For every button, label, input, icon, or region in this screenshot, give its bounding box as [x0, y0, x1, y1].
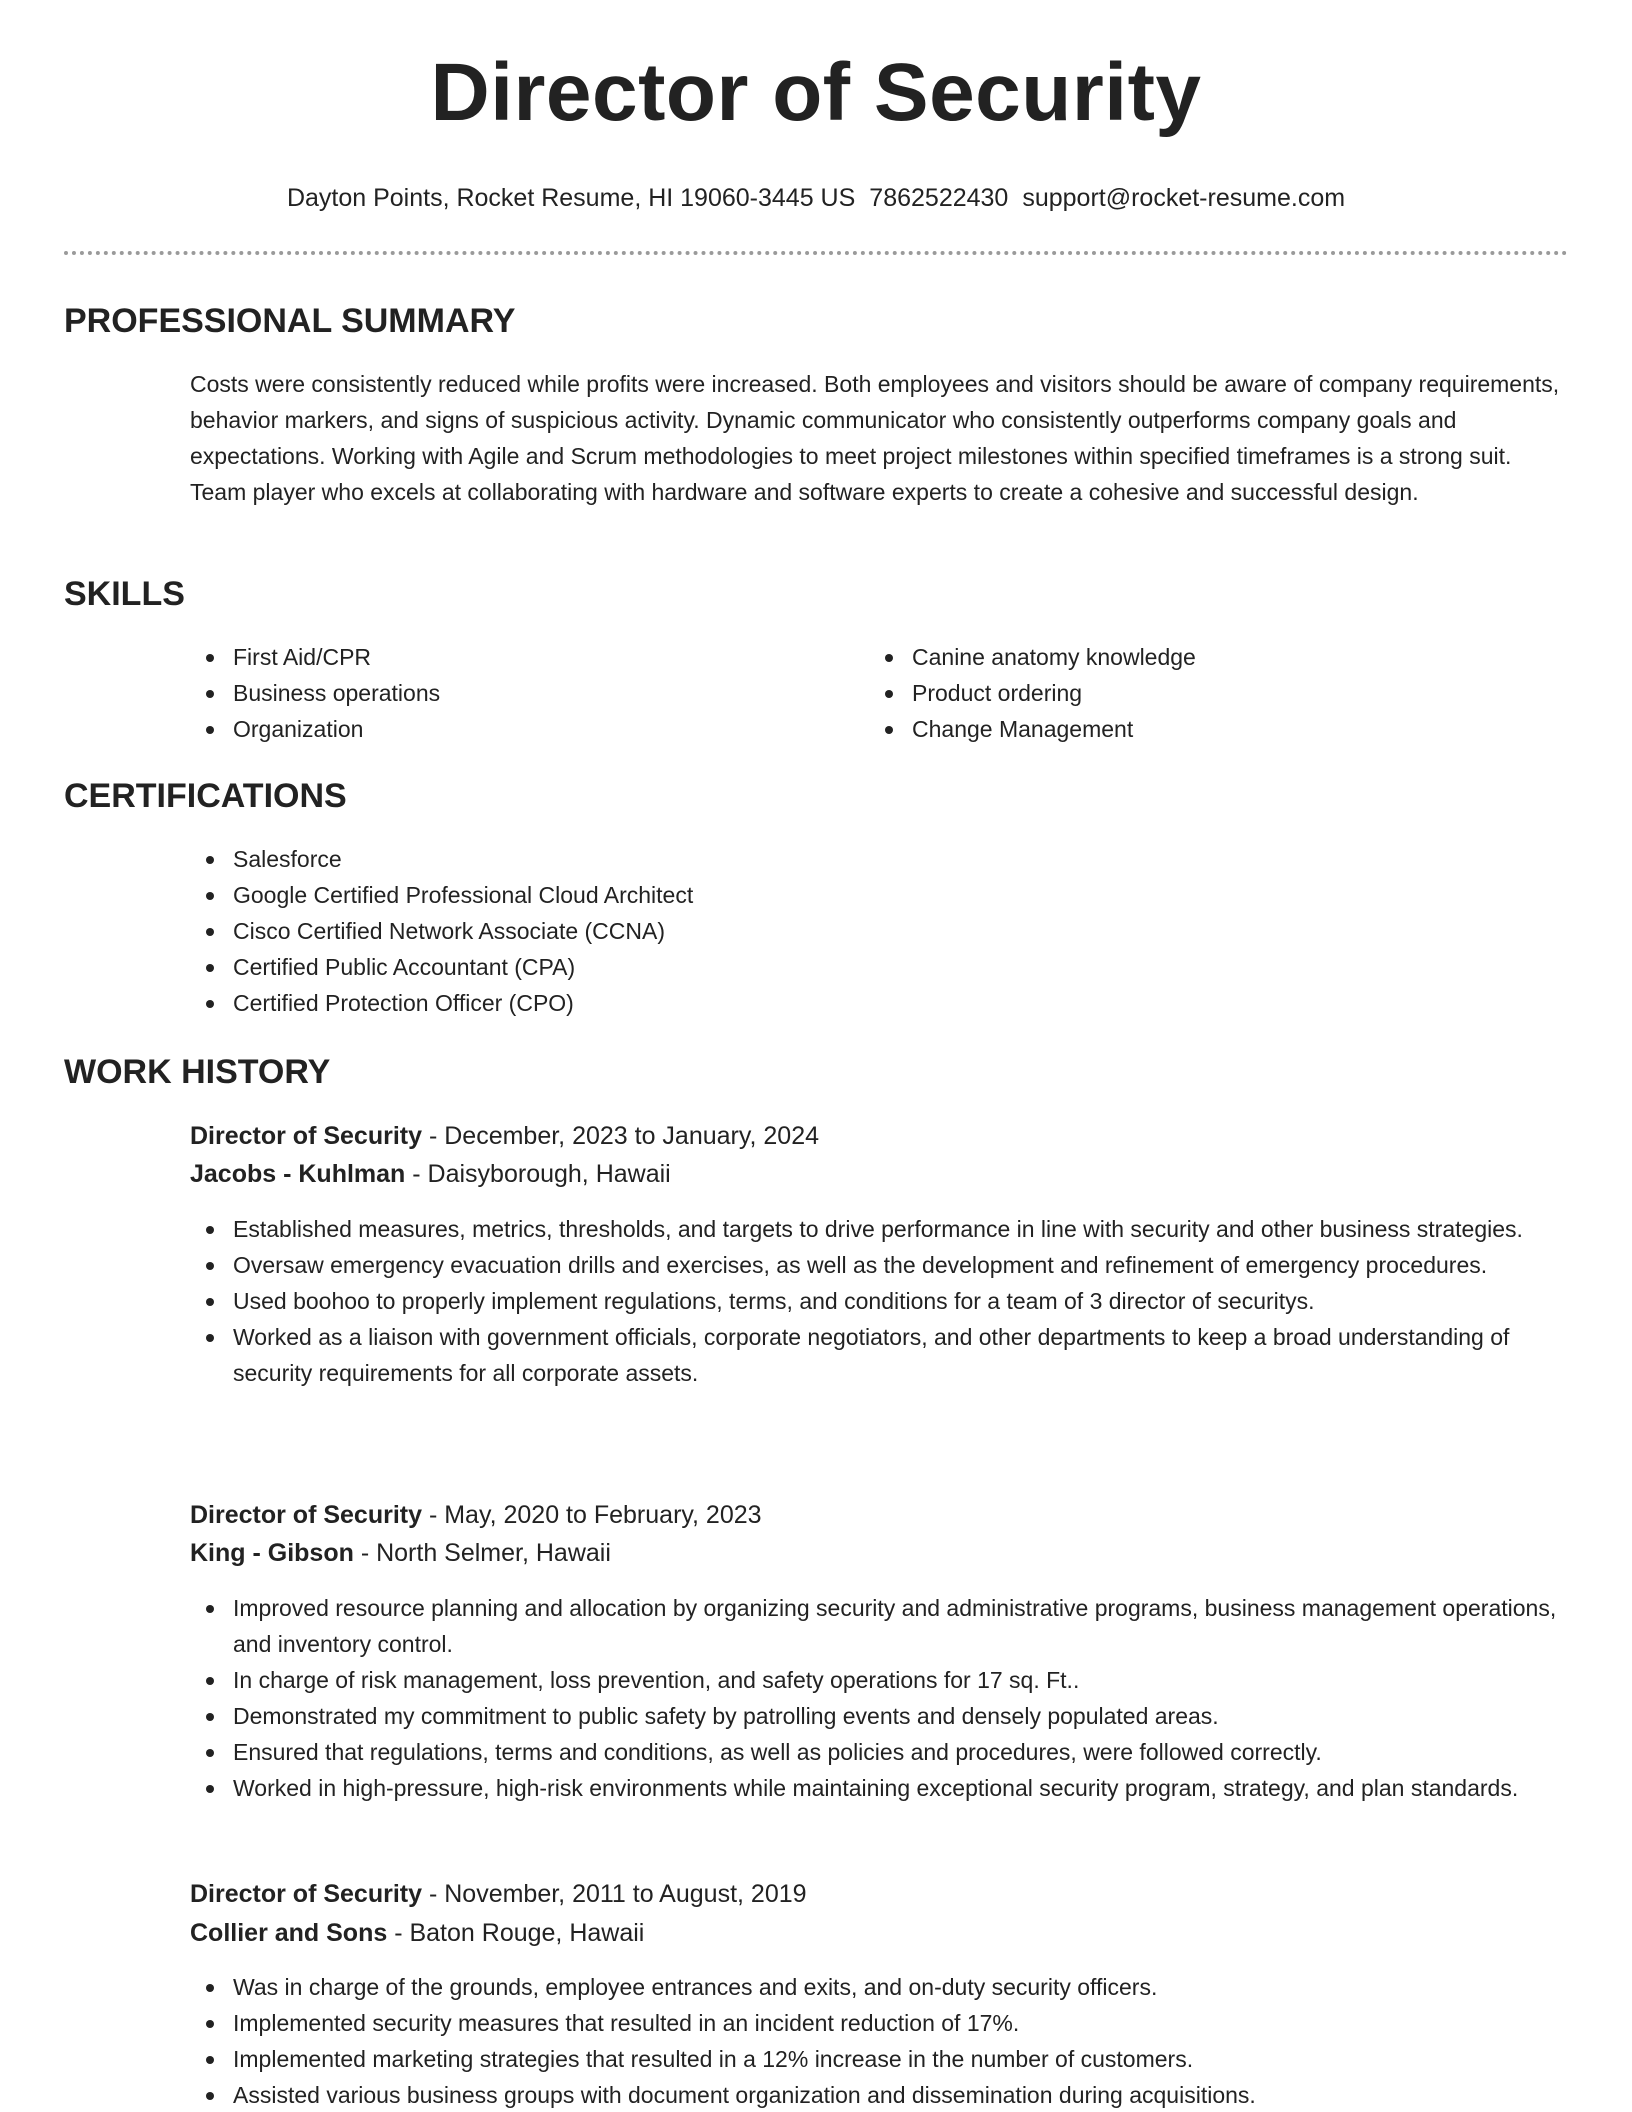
job-bullet: Established measures, metrics, thresholds, and targets to drive performance in line with security and other business strategies. — [190, 1211, 1570, 1247]
skill-item: First Aid/CPR — [190, 639, 850, 675]
job-bullets — [190, 1969, 1570, 2112]
job-bullet: Worked as a liaison with government officials, corporate negotiators, and other departments to keep a broad understanding of security requirements for all corporate assets. — [190, 1319, 1570, 1391]
contact-address: Dayton Points, Rocket Resume, HI 19060-3445 US — [286, 184, 856, 212]
job-role: Director of Security — [190, 1122, 423, 1150]
job-bullets — [190, 1590, 1570, 1806]
skill-item: Product ordering — [869, 675, 1529, 711]
job-company: Collier and Sons — [190, 1919, 388, 1947]
job-bullet: Ensured that regulations, terms and conditions, as well as policies and procedures, were followed correctly. — [190, 1734, 1570, 1770]
job-bullets — [190, 1211, 1570, 1391]
contact-line — [0, 183, 1632, 213]
job-bullet: In charge of risk management, loss prevention, and safety operations for 17 sq. Ft.. — [190, 1662, 1570, 1698]
certifications-heading: CERTIFICATIONS — [64, 777, 347, 815]
certification-item: Google Certified Professional Cloud Architect — [190, 877, 1490, 913]
job-bullet: Demonstrated my commitment to public safety by patrolling events and densely populated areas. — [190, 1698, 1570, 1734]
job-bullet: Implemented security measures that resulted in an incident reduction of 17%. — [190, 2005, 1570, 2041]
job-bullet: Implemented marketing strategies that resulted in a 12% increase in the number of customers. — [190, 2041, 1570, 2077]
skills-heading: SKILLS — [64, 575, 185, 613]
job-location: - North Selmer, Hawaii — [353, 1539, 611, 1567]
job-company-line — [190, 1156, 671, 1192]
skills-list-right — [869, 639, 1529, 747]
skill-item: Business operations — [190, 675, 850, 711]
candidate-title: Director of Security — [430, 47, 1202, 138]
certification-item: Cisco Certified Network Associate (CCNA) — [190, 913, 1490, 949]
job-dates: - May, 2020 to February, 2023 — [422, 1501, 762, 1529]
certification-item: Salesforce — [190, 841, 1490, 877]
job-bullet: Worked in high-pressure, high-risk environments while maintaining exceptional security program, strategy, and plan standards. — [190, 1770, 1570, 1806]
job-bullet: Improved resource planning and allocation by organizing security and administrative programs, business management operations, and inventory control. — [190, 1590, 1570, 1662]
job-title-line — [190, 1497, 762, 1533]
certification-item: Certified Protection Officer (CPO) — [190, 985, 1490, 1021]
job-bullet: Assisted various business groups with document organization and dissemination during acquisitions. — [190, 2077, 1570, 2112]
job-dates: - November, 2011 to August, 2019 — [422, 1880, 807, 1908]
job-bullet: Was in charge of the grounds, employee entrances and exits, and on-duty security officers. — [190, 1969, 1570, 2005]
skill-item: Canine anatomy knowledge — [869, 639, 1529, 675]
job-title-line — [190, 1876, 807, 1912]
work-history-heading: WORK HISTORY — [64, 1053, 331, 1091]
job-location: - Baton Rouge, Hawaii — [387, 1919, 645, 1947]
job-bullet: Used boohoo to properly implement regulations, terms, and conditions for a team of 3 director of securitys. — [190, 1283, 1570, 1319]
contact-email[interactable]: support@rocket-resume.com — [1022, 184, 1346, 212]
summary-heading: PROFESSIONAL SUMMARY — [64, 302, 516, 340]
certification-item: Certified Public Accountant (CPA) — [190, 949, 1490, 985]
contact-phone: 7862522430 — [869, 184, 1009, 212]
header-divider — [64, 251, 1568, 255]
job-dates: - December, 2023 to January, 2024 — [422, 1122, 820, 1150]
skill-item: Organization — [190, 711, 850, 747]
skills-list-left — [190, 639, 850, 747]
job-title-line — [190, 1118, 819, 1154]
summary-text: Costs were consistently reduced while profits were increased. Both employees and visitors should be aware of company requirements, behavior markers, and signs of suspicious activity. Dynamic communicator who consistently outperforms company goals and expectations. Working with Agile and Scrum methodologies to meet project milestones within specified timeframes is a strong suit. Team player who excels at collaborating with hardware and software experts to create a cohesive and successful design. — [190, 371, 1560, 505]
job-company-line — [190, 1535, 611, 1571]
job-bullet: Oversaw emergency evacuation drills and exercises, as well as the development and refinement of emergency procedures. — [190, 1247, 1570, 1283]
job-company: King - Gibson — [190, 1539, 354, 1567]
job-role: Director of Security — [190, 1501, 423, 1529]
certifications-list — [190, 841, 1490, 1021]
job-company: Jacobs - Kuhlman — [190, 1160, 406, 1188]
job-company-line — [190, 1915, 644, 1951]
skill-item: Change Management — [869, 711, 1529, 747]
job-location: - Daisyborough, Hawaii — [405, 1160, 671, 1188]
job-role: Director of Security — [190, 1880, 423, 1908]
